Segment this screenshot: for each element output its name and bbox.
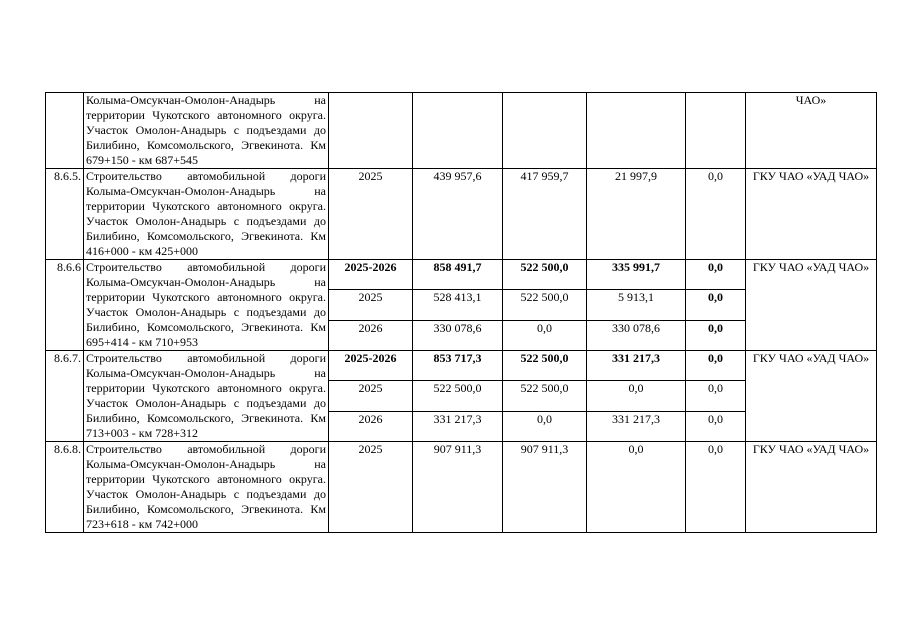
table-body xyxy=(46,93,877,533)
responsible-org: ГКУ ЧАО «УАД ЧАО» xyxy=(746,351,877,442)
budget-table xyxy=(45,92,877,533)
responsible-org: ЧАО» xyxy=(746,93,877,169)
funding-cell-1: 522 500,0 xyxy=(503,351,587,381)
funding-cell-2: 330 078,6 xyxy=(587,320,686,350)
item-name: Строительство автомобильной дороги Колыма-Омсукчан-Омолон-Анадырь на территории Чукотского автономного округа. Участок Омолон-Анадырь с подъездами до Билибино, Комсомольского, Эгвекинота. Км 713+003 - км 728+312 xyxy=(84,351,329,442)
year-cell: 2025 xyxy=(329,290,413,320)
total-cost-cell: 853 717,3 xyxy=(413,351,503,381)
year-cell: 2025 xyxy=(329,381,413,411)
item-name: Строительство автомобильной дороги Колыма-Омсукчан-Омолон-Анадырь на территории Чукотского автономного округа. Участок Омолон-Анадырь с подъездами до Билибино, Комсомольского, Эгвекинота. Км 416+000 - км 425+000 xyxy=(84,169,329,260)
table-row xyxy=(46,351,877,381)
funding-cell-3: 0,0 xyxy=(686,381,746,411)
funding-cell-1: 0,0 xyxy=(503,320,587,350)
funding-cell-2: 331 217,3 xyxy=(587,351,686,381)
table-row xyxy=(46,169,877,260)
total-cost-cell: 858 491,7 xyxy=(413,260,503,290)
table-row xyxy=(46,442,877,533)
funding-cell-3: 0,0 xyxy=(686,169,746,260)
funding-cell-2: 21 997,9 xyxy=(587,169,686,260)
year-cell: 2026 xyxy=(329,320,413,350)
table-row xyxy=(46,260,877,290)
funding-cell-3: 0,0 xyxy=(686,320,746,350)
responsible-org: ГКУ ЧАО «УАД ЧАО» xyxy=(746,442,877,533)
funding-cell-2: 335 991,7 xyxy=(587,260,686,290)
total-cost-cell: 522 500,0 xyxy=(413,381,503,411)
year-cell: 2026 xyxy=(329,411,413,441)
item-number: 8.6.8. xyxy=(46,442,84,533)
total-cost-cell: 331 217,3 xyxy=(413,411,503,441)
funding-cell-3: 0,0 xyxy=(686,290,746,320)
total-cost-cell: 330 078,6 xyxy=(413,320,503,350)
funding-cell-1: 0,0 xyxy=(503,411,587,441)
responsible-org: ГКУ ЧАО «УАД ЧАО» xyxy=(746,169,877,260)
year-cell: 2025 xyxy=(329,442,413,533)
funding-cell-1: 522 500,0 xyxy=(503,381,587,411)
empty-cell xyxy=(413,93,503,169)
funding-cell-2: 0,0 xyxy=(587,442,686,533)
funding-cell-2: 0,0 xyxy=(587,381,686,411)
responsible-org: ГКУ ЧАО «УАД ЧАО» xyxy=(746,260,877,351)
item-name: Колыма-Омсукчан-Омолон-Анадырь на территории Чукотского автономного округа. Участок Омолон-Анадырь с подъездами до Билибино, Комсомольского, Эгвекинота. Км 679+150 - км 687+545 xyxy=(84,93,329,169)
empty-cell xyxy=(329,93,413,169)
total-cost-cell: 907 911,3 xyxy=(413,442,503,533)
item-number: 8.6.7. xyxy=(46,351,84,442)
year-cell: 2025-2026 xyxy=(329,260,413,290)
item-number xyxy=(46,93,84,169)
item-number: 8.6.6 xyxy=(46,260,84,351)
funding-cell-3: 0,0 xyxy=(686,351,746,381)
empty-cell xyxy=(686,93,746,169)
funding-cell-2: 5 913,1 xyxy=(587,290,686,320)
item-name: Строительство автомобильной дороги Колыма-Омсукчан-Омолон-Анадырь на территории Чукотского автономного округа. Участок Омолон-Анадырь с подъездами до Билибино, Комсомольского, Эгвекинота. Км 695+414 - км 710+953 xyxy=(84,260,329,351)
total-cost-cell: 528 413,1 xyxy=(413,290,503,320)
funding-cell-3: 0,0 xyxy=(686,411,746,441)
funding-cell-2: 331 217,3 xyxy=(587,411,686,441)
empty-cell xyxy=(503,93,587,169)
table-row xyxy=(46,93,877,169)
empty-cell xyxy=(587,93,686,169)
funding-cell-1: 522 500,0 xyxy=(503,290,587,320)
total-cost-cell: 439 957,6 xyxy=(413,169,503,260)
item-name: Строительство автомобильной дороги Колыма-Омсукчан-Омолон-Анадырь на территории Чукотского автономного округа. Участок Омолон-Анадырь с подъездами до Билибино, Комсомольского, Эгвекинота. Км 723+618 - км 742+000 xyxy=(84,442,329,533)
funding-cell-1: 907 911,3 xyxy=(503,442,587,533)
funding-cell-1: 417 959,7 xyxy=(503,169,587,260)
funding-cell-3: 0,0 xyxy=(686,260,746,290)
item-number: 8.6.5. xyxy=(46,169,84,260)
funding-cell-1: 522 500,0 xyxy=(503,260,587,290)
year-cell: 2025-2026 xyxy=(329,351,413,381)
funding-cell-3: 0,0 xyxy=(686,442,746,533)
year-cell: 2025 xyxy=(329,169,413,260)
